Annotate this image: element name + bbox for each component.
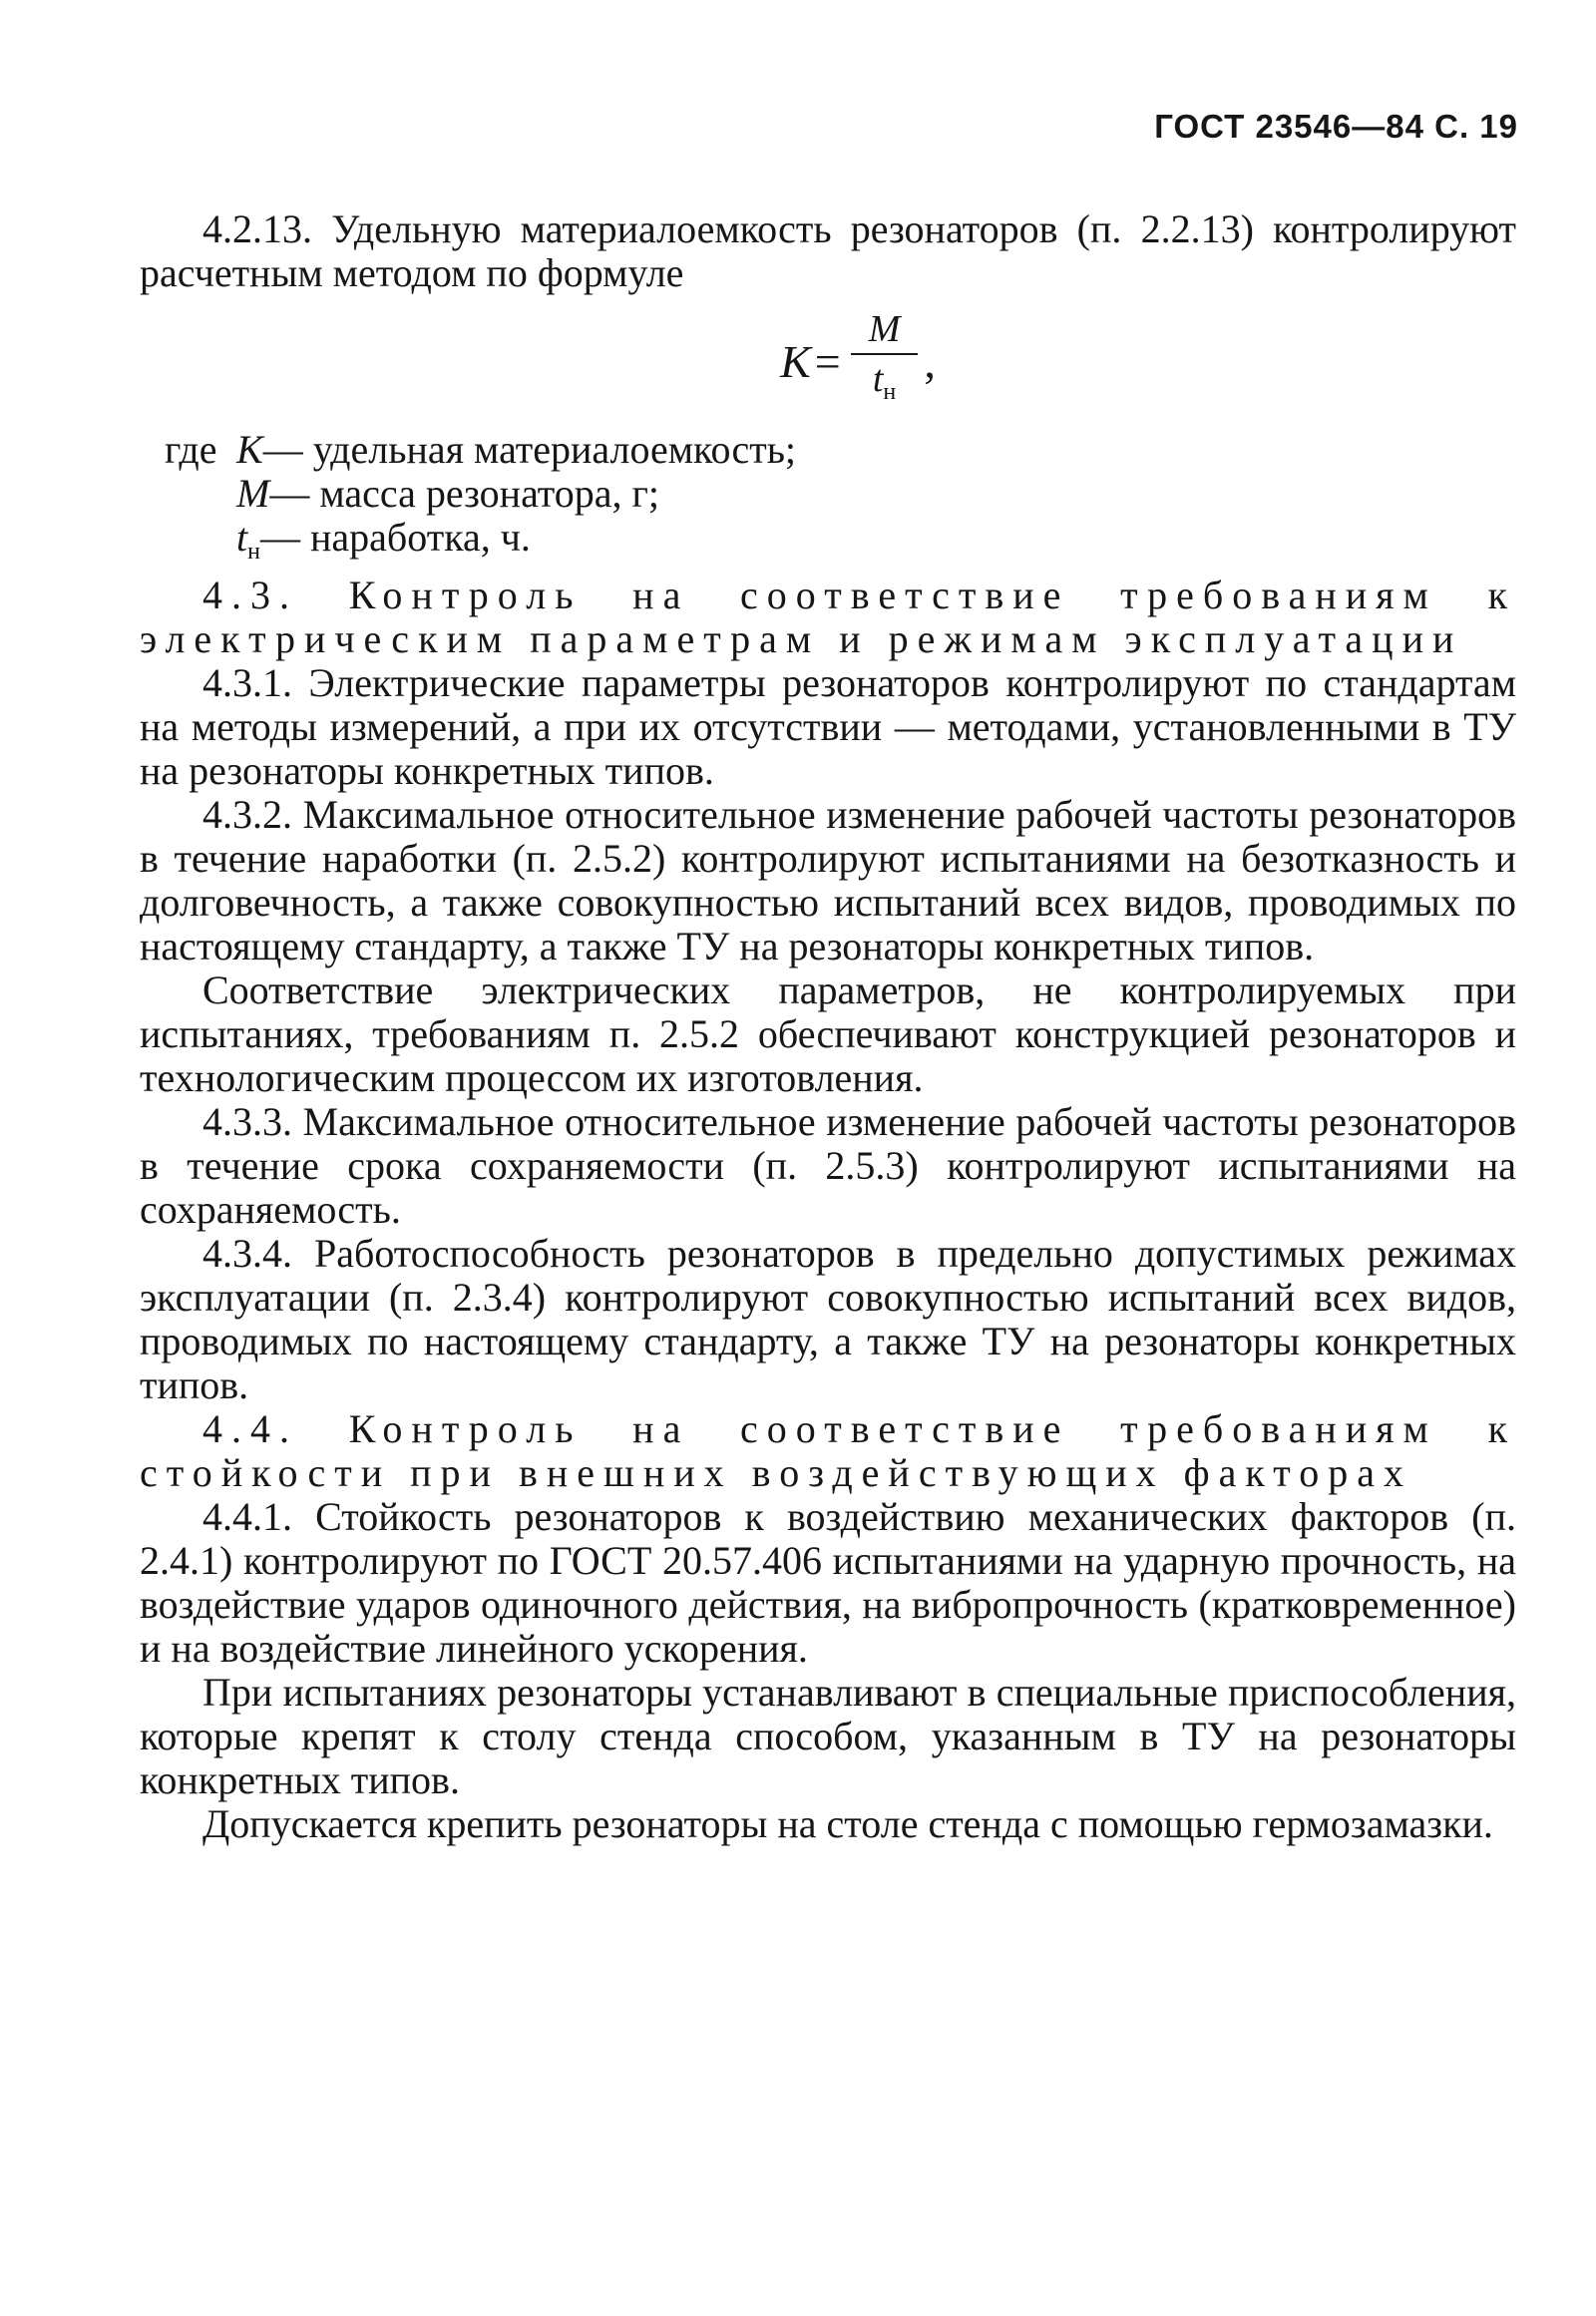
legend-lead: где <box>165 427 217 472</box>
paragraph-4-3-4: 4.3.4. Работоспособность резонаторов в предельно допустимых режимах эксплуатации (п. 2.3.4) контролируют совокупностью испытаний всех видов, проводимых по настоящему стандарту, а также ТУ на резонаторы конкретных типов. <box>140 1231 1516 1407</box>
paragraph-4-3-1: 4.3.1. Электрические параметры резонаторов контролируют по стандартам на методы измерений, а при их отсутствии — методами, установленными в ТУ на резонаторы конкретных типов. <box>140 660 1516 793</box>
paragraph-conformity: Соответствие электрических параметров, не контролируемых при испытаниях, требованиям п. 2.5.2 обеспечивают конструкцией резонаторов и технологическим процессом их изготовления. <box>140 967 1516 1100</box>
formula-equals: = <box>814 335 841 387</box>
formula-specific-material-intensity <box>140 307 1516 416</box>
legend-symbol-sub: н <box>247 539 260 565</box>
section-heading-4-3: 4.3. Контроль на соответствие требованиям к электрическим параметрам и режимам эксплуатации <box>140 573 1516 661</box>
formula-denominator-sub: н <box>883 379 897 405</box>
paragraph-4-3-3: 4.3.3. Максимальное относительное изменение рабочей частоты резонаторов в течение срока сохраняемости (п. 2.5.3) контролируют испытаниями на сохраняемость. <box>140 1099 1516 1232</box>
formula-lhs: K <box>780 335 811 387</box>
page-header <box>1154 108 1518 146</box>
paragraph-4-2-13: 4.2.13. Удельную материалоемкость резонаторов (п. 2.2.13) контролируют расчетным методом по формуле <box>140 206 1516 295</box>
standard-number: ГОСТ 23546—84 <box>1154 108 1424 145</box>
legend-symbol-text: t <box>236 515 248 560</box>
paragraph-4-4-1: 4.4.1. Стойкость резонаторов к воздействию механических факторов (п. 2.4.1) контролируют по ГОСТ 20.57.406 испытаниями на ударную прочность, на воздействие ударов одиночного действия, на вибропрочность (кратковременное) и на воздействие линейного ускорения. <box>140 1494 1516 1671</box>
paragraph-sealant: Допускается крепить резонаторы на столе стенда с помощью гермозамазки. <box>202 1801 1493 1846</box>
legend-desc: — масса резонатора, г; <box>269 471 660 516</box>
legend-desc: — наработка, ч. <box>259 515 531 560</box>
legend-symbol: K <box>236 427 263 472</box>
page-number: С. 19 <box>1434 108 1518 145</box>
section-heading-4-4: 4.4. Контроль на соответствие требованиям к стойкости при внешних воздействующих факторах <box>140 1406 1516 1495</box>
legend-symbol: M <box>236 471 270 516</box>
legend-row <box>165 516 1516 574</box>
formula-denominator-symbol: t <box>872 358 884 400</box>
formula-tail: , <box>924 335 936 387</box>
paragraph-4-3-2: 4.3.2. Максимальное относительное изменение рабочей частоты резонаторов в течение наработки (п. 2.5.2) контролируют испытаниями на безотказность и долговечность, а также совокупностью испытаний всех видов, проводимых по настоящему стандарту, а также ТУ на резонаторы конкретных типов. <box>140 792 1516 968</box>
document-body <box>140 207 1516 1846</box>
legend-row <box>165 472 1516 516</box>
legend-row <box>165 428 1516 472</box>
formula-numerator: M <box>851 307 919 355</box>
formula-denominator <box>873 355 896 416</box>
legend-desc: — удельная материалоемкость; <box>262 427 797 472</box>
legend-symbol <box>236 516 260 574</box>
paragraph-mounting: При испытаниях резонаторы устанавливают в специальные приспособления, которые крепят к столу стенда способом, указанным в ТУ на резонаторы конкретных типов. <box>140 1670 1516 1802</box>
formula-fraction <box>851 307 919 416</box>
formula-legend <box>165 428 1516 574</box>
